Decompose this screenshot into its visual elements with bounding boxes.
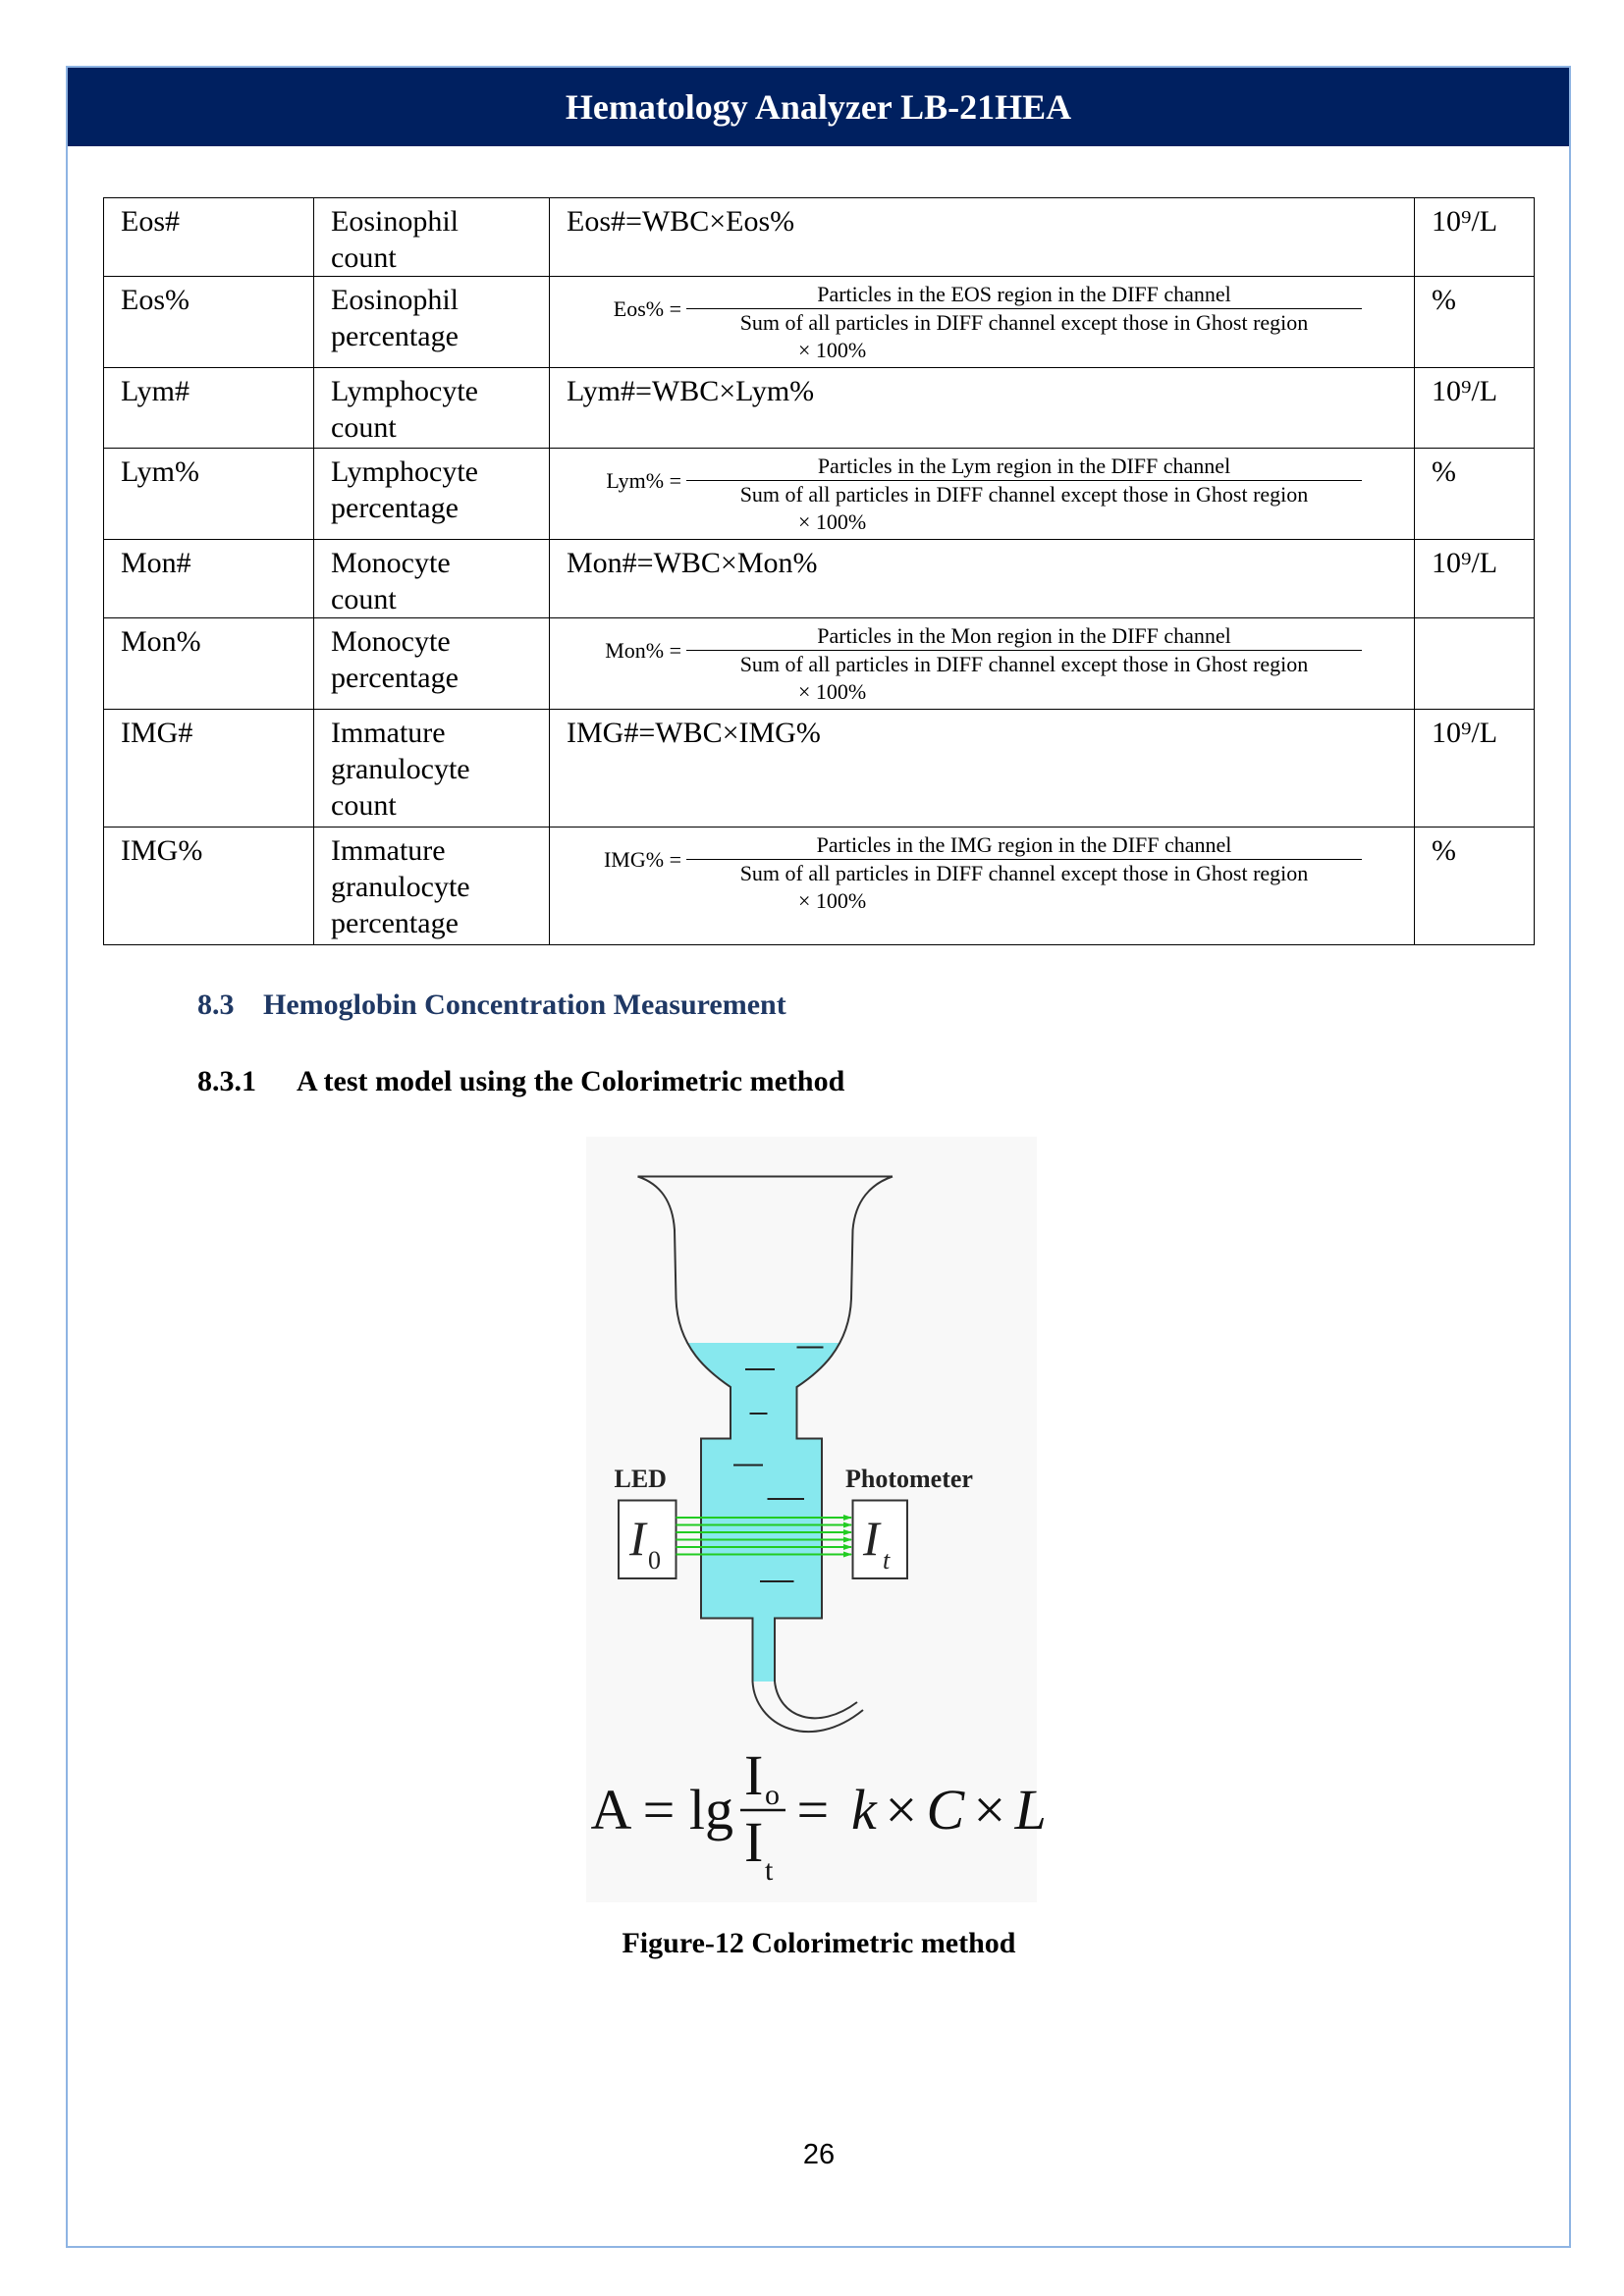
formula-c: C (926, 1778, 965, 1842)
section-number: 8.3 (197, 988, 235, 1021)
formula-lhs: Mon% = (605, 637, 681, 663)
param-name-cell (314, 277, 550, 368)
formula-equals: = (796, 1778, 830, 1842)
param-name-cell (314, 198, 550, 277)
param-unit: % (1415, 828, 1535, 945)
table-row (104, 710, 1535, 828)
formula-multiplier: × 100% (798, 338, 867, 362)
led-label: LED (614, 1465, 667, 1493)
fraction-numerator: Particles in the Mon region in the DIFF channel (686, 622, 1362, 651)
param-code: Mon# (104, 540, 314, 618)
transmitted-intensity-symbol: I (863, 1511, 880, 1566)
table-row (104, 449, 1535, 540)
formula-multiplier: × 100% (798, 888, 867, 913)
param-name: Monocyte percentage (331, 625, 459, 694)
param-code: Lym# (104, 368, 314, 449)
table-row (104, 368, 1535, 449)
formula-times-1: × (885, 1778, 918, 1842)
photometer-box (853, 1501, 908, 1579)
param-name-cell (314, 828, 550, 945)
param-name: Eosinophil percentage (331, 284, 460, 352)
param-formula: Eos#=WBC×Eos% (550, 198, 1415, 277)
param-name-cell (314, 368, 550, 449)
param-name: Monocyte count (331, 547, 451, 615)
table-row (104, 540, 1535, 618)
formula-k: k (851, 1778, 877, 1842)
photometer-label: Photometer (845, 1465, 973, 1493)
formula-l: L (1014, 1778, 1047, 1842)
param-code: Eos% (104, 277, 314, 368)
colorimetric-figure (583, 1137, 1055, 1902)
fraction-row (550, 453, 1414, 508)
param-unit: 10⁹/L (1415, 710, 1535, 828)
param-name-cell (314, 710, 550, 828)
fraction-row (550, 622, 1414, 678)
param-code: Lym% (104, 449, 314, 540)
param-code: Eos# (104, 198, 314, 277)
fraction (686, 622, 1362, 678)
section-title: Hemoglobin Concentration Measurement (263, 988, 786, 1021)
page-number: 26 (802, 2139, 836, 2170)
figure-caption: Figure-12 Colorimetric method (622, 1927, 1016, 1959)
fraction (686, 281, 1362, 337)
fraction-denominator: Sum of all particles in DIFF channel except those in Ghost region (739, 652, 1309, 676)
formula-times-2: × (973, 1778, 1006, 1842)
fraction-denominator: Sum of all particles in DIFF channel except those in Ghost region (739, 482, 1309, 507)
fraction-numerator: Particles in the EOS region in the DIFF channel (686, 281, 1362, 309)
header-bar (68, 68, 1569, 146)
param-code: IMG# (104, 710, 314, 828)
param-unit: % (1415, 277, 1535, 368)
param-name-cell (314, 618, 550, 710)
fraction-row (550, 831, 1414, 887)
incident-intensity-subscript: 0 (648, 1546, 661, 1575)
incident-intensity-symbol: I (629, 1511, 646, 1566)
param-formula: IMG#=WBC×IMG% (550, 710, 1415, 828)
parameter-table (103, 197, 1535, 945)
formula-lhs: A = lg (590, 1778, 734, 1842)
fraction (686, 831, 1362, 887)
param-formula-fraction (550, 828, 1415, 945)
param-formula-fraction (550, 277, 1415, 368)
fraction-denominator: Sum of all particles in DIFF channel except those in Ghost region (739, 310, 1309, 335)
formula-multiplier: × 100% (798, 679, 867, 704)
param-formula: Mon#=WBC×Mon% (550, 540, 1415, 618)
param-unit: 10⁹/L (1415, 540, 1535, 618)
formula-multiplier: × 100% (798, 509, 867, 534)
fraction (686, 453, 1362, 508)
param-code: IMG% (104, 828, 314, 945)
formula-lhs: Lym% = (606, 467, 681, 493)
table-row (104, 198, 1535, 277)
param-unit: % (1415, 449, 1535, 540)
param-unit: 10⁹/L (1415, 198, 1535, 277)
param-code: Mon% (104, 618, 314, 710)
formula-lhs: Eos% = (613, 295, 681, 321)
param-name: Immature granulocyte percentage (331, 834, 470, 939)
subsection-title: A test model using the Colorimetric method (297, 1065, 845, 1097)
param-name: Immature granulocyte count (331, 717, 470, 822)
param-name: Eosinophil count (331, 205, 460, 274)
formula-numerator: I (744, 1743, 764, 1807)
formula-denominator: I (744, 1810, 764, 1874)
param-name: Lymphocyte percentage (331, 455, 478, 524)
param-unit (1415, 618, 1535, 710)
table-row (104, 828, 1535, 945)
fraction-numerator: Particles in the Lym region in the DIFF channel (686, 453, 1362, 481)
param-name: Lymphocyte count (331, 375, 478, 444)
param-name-cell (314, 540, 550, 618)
formula-lhs: IMG% = (603, 846, 681, 872)
subsection-number: 8.3.1 (197, 1065, 256, 1097)
formula-denominator-subscript: t (765, 1854, 774, 1887)
transmitted-intensity-subscript: t (883, 1546, 891, 1575)
table-row (104, 618, 1535, 710)
fraction-numerator: Particles in the IMG region in the DIFF channel (686, 831, 1362, 860)
header-title: Hematology Analyzer LB-21HEA (565, 87, 1072, 127)
formula-numerator-subscript: o (765, 1779, 780, 1811)
fraction-denominator: Sum of all particles in DIFF channel except those in Ghost region (739, 861, 1309, 885)
param-formula-fraction (550, 618, 1415, 710)
table-row (104, 277, 1535, 368)
param-formula: Lym#=WBC×Lym% (550, 368, 1415, 449)
param-unit: 10⁹/L (1415, 368, 1535, 449)
param-name-cell (314, 449, 550, 540)
fraction-row (550, 281, 1414, 337)
param-formula-fraction (550, 449, 1415, 540)
